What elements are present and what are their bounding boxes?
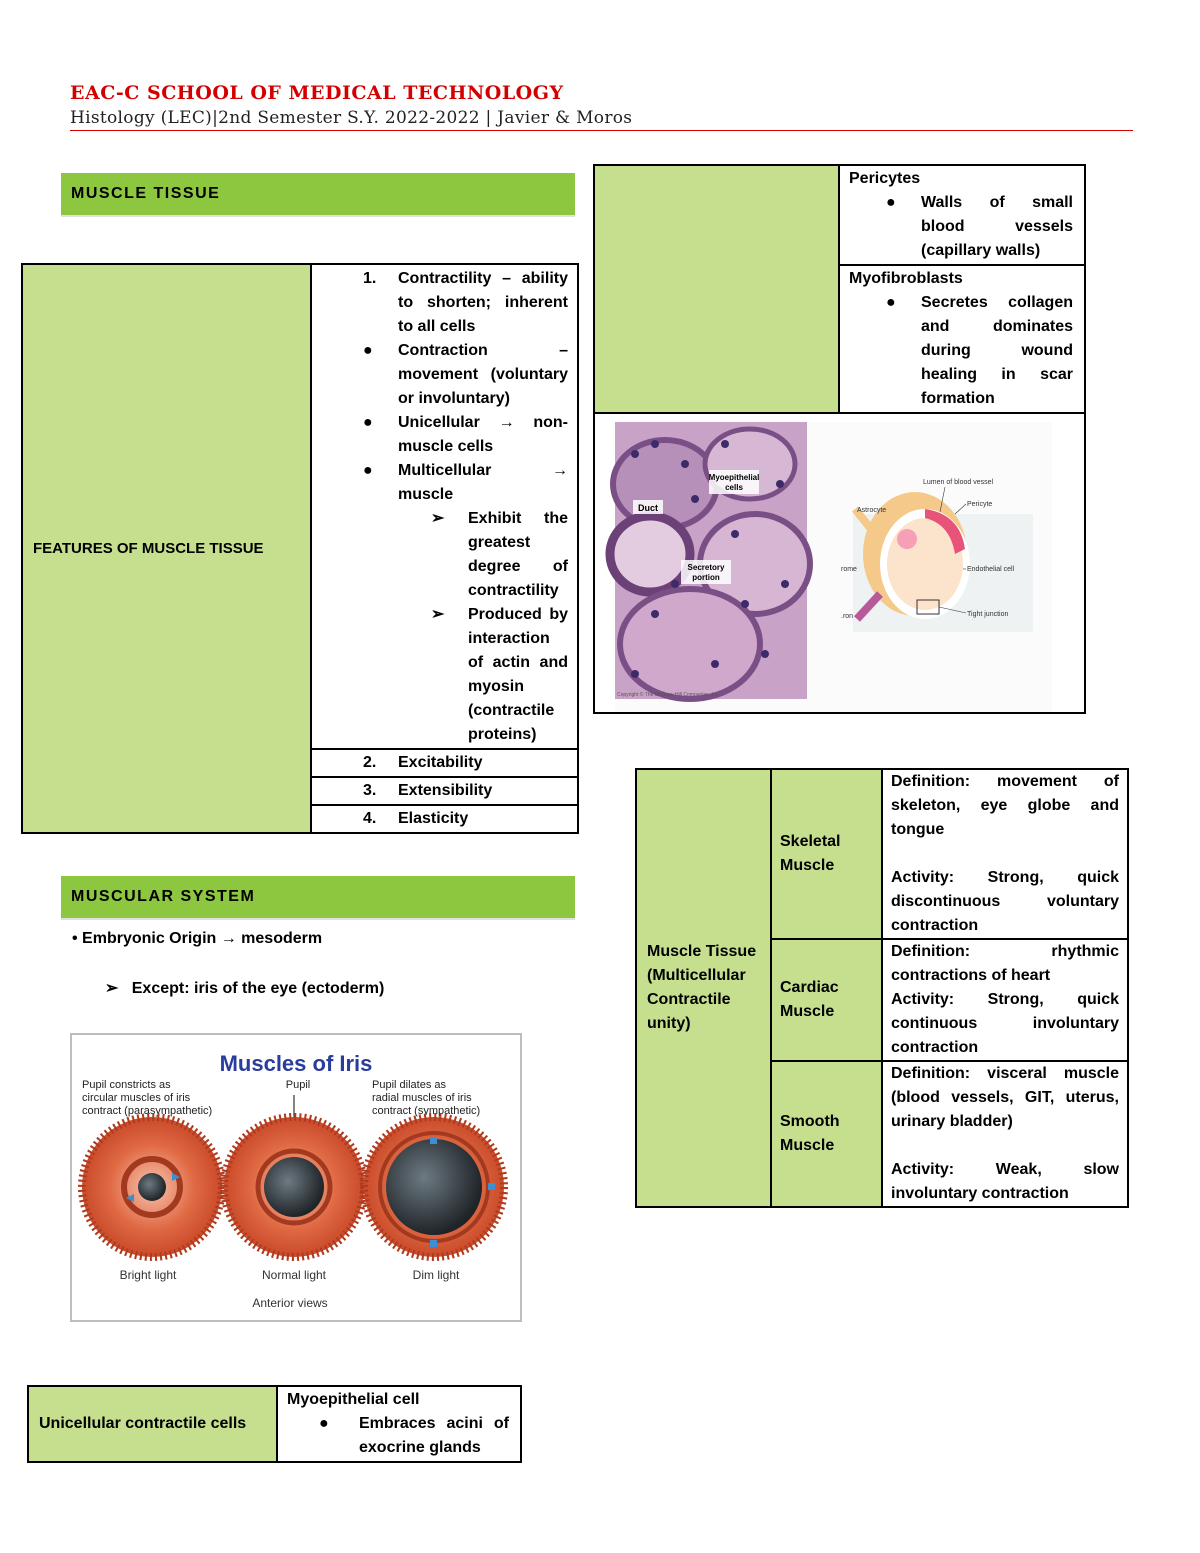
- myoepithelial-bullet: ● Embraces acini of exocrine glands: [319, 1415, 509, 1456]
- micrograph-figure: [595, 414, 1084, 712]
- features-label: [22, 264, 311, 833]
- smooth-muscle-label: Smooth Muscle: [771, 1061, 882, 1207]
- feature-sub-bullet: ➢ Produced by interaction of actin and myosin (contractile proteins): [313, 603, 576, 747]
- arrow-bullet-icon: ➢: [431, 606, 445, 623]
- pericytes-bullet: ● Walls of small blood vessels (capillary walls): [886, 194, 1073, 259]
- skeletal-activity: Activity: Strong, quick discontinuous voluntary contraction: [891, 869, 1119, 934]
- myofibroblasts-bullet: ● Secretes collagen and dominates during wound healing in scar formation: [886, 294, 1073, 407]
- cardiac-activity: Activity: Strong, quick continuous involuntary contraction: [891, 991, 1119, 1056]
- svg-text:Pupil constricts ascircular mu: [82, 1079, 212, 1117]
- smooth-muscle-details: [882, 1061, 1128, 1207]
- svg-text:Myoepithelial: Myoepithelial: [708, 473, 760, 482]
- svg-text:portion: portion: [692, 573, 720, 582]
- iris-normal-light: [224, 1117, 364, 1257]
- svg-text:cells: cells: [725, 483, 743, 492]
- feature-bullet: ● Contraction – movement (voluntary or involuntary): [363, 342, 568, 407]
- iris-label-left-1: Pupil constricts as: [82, 1079, 171, 1091]
- smooth-definition: Definition: visceral muscle (blood vessels, GIT, uterus, urinary bladder): [891, 1065, 1119, 1130]
- skeletal-definition: Definition: movement of skeleton, eye globe and tongue: [891, 773, 1119, 838]
- svg-text:rome: rome: [841, 566, 857, 573]
- myofibroblasts-cell: [839, 265, 1085, 413]
- iris-caption-normal: Normal light: [261, 1268, 327, 1282]
- course-subtitle: Histology (LEC)|2nd Semester S.Y. 2022-2022 | Javier & Moros: [70, 108, 633, 128]
- iris-label-mid: Pupil: [285, 1079, 311, 1091]
- svg-text:Copyright © The McGraw-Hill Co: Copyright © The McGraw-Hill Companies, Inc.: [617, 692, 720, 698]
- skeletal-muscle-details: [882, 769, 1128, 939]
- myofibroblasts-title: Myofibroblasts: [849, 270, 963, 287]
- pericytes-title: Pericytes: [849, 170, 921, 187]
- micrograph-cell: [594, 413, 1085, 713]
- pericytes-cell: [839, 165, 1085, 265]
- iris-figure-footer: Anterior views: [252, 1296, 328, 1310]
- contractile-cells-table: [593, 164, 1086, 714]
- muscular-system-heading: [61, 876, 575, 920]
- iris-figure-title: Muscles of Iris: [219, 1051, 373, 1076]
- muscle-tissue-heading-text: MUSCLE TISSUE: [71, 185, 221, 202]
- svg-text:Lumen of blood vessel: Lumen of blood vessel: [923, 479, 994, 486]
- iris-figure: [70, 1033, 522, 1322]
- iris-exception: ➢ Except: iris of the eye (ectoderm): [105, 980, 385, 997]
- svg-text:.ron: .ron: [841, 613, 854, 620]
- feature-item-2: 2. Excitability: [311, 749, 578, 777]
- feature-bullet: ● Multicellular → muscle: [363, 462, 568, 503]
- svg-text:Secretory: Secretory: [687, 563, 725, 572]
- iris-caption-dim: Dim light: [412, 1268, 460, 1282]
- svg-text:Astrocyte: Astrocyte: [857, 507, 887, 514]
- embryonic-origin: • Embryonic Origin → mesoderm: [72, 930, 323, 947]
- muscle-types-table: [635, 768, 1129, 1208]
- feature-item-3: 3. Extensibility: [311, 777, 578, 805]
- feature-item-4: 4. Elasticity: [311, 805, 578, 833]
- iris-label-left-2: circular muscles of iris: [82, 1092, 191, 1104]
- iris-label-left-3: contract (parasympathetic): [82, 1105, 213, 1117]
- cardiac-muscle-label: Cardiac Muscle: [771, 939, 882, 1061]
- features-list-cell: [311, 264, 578, 749]
- iris-caption-bright: Bright light: [119, 1268, 177, 1282]
- unicellular-label: Unicellular contractile cells: [28, 1386, 277, 1462]
- feature-bullet: ● Unicellular → non-muscle cells: [363, 414, 568, 455]
- feature-item-1: 1. Contractility – ability to shorten; inherent to all cells: [363, 270, 568, 335]
- myoepithelial-cell: [277, 1386, 521, 1462]
- school-name: EAC-C SCHOOL OF MEDICAL TECHNOLOGY: [70, 82, 564, 104]
- svg-text:Endothelial cell: Endothelial cell: [967, 566, 1015, 573]
- cardiac-definition: Definition: rhythmic contractions of heart: [891, 943, 1119, 984]
- skeletal-muscle-label: Skeletal Muscle: [771, 769, 882, 939]
- arrow-bullet-icon: ➢: [431, 510, 445, 527]
- svg-text:Duct: Duct: [638, 503, 658, 513]
- svg-text:Pericyte: Pericyte: [967, 501, 993, 508]
- features-table: [21, 263, 579, 834]
- unicellular-table: [27, 1385, 522, 1463]
- cardiac-muscle-details: [882, 939, 1128, 1061]
- smooth-activity: Activity: Weak, slow involuntary contraction: [891, 1161, 1119, 1202]
- iris-dim-light: [364, 1117, 504, 1257]
- contractile-cells-empty: [594, 165, 839, 413]
- muscle-tissue-heading: [61, 173, 575, 217]
- histology-micrograph: [610, 422, 810, 699]
- myoepithelial-title: Myoepithelial cell: [287, 1391, 420, 1408]
- muscular-system-heading-text: MUSCULAR SYSTEM: [71, 888, 256, 905]
- svg-text:Tight junction: Tight junction: [967, 611, 1009, 618]
- features-label-text: FEATURES OF MUSCLE TISSUE: [33, 539, 264, 557]
- muscle-tissue-group-label: Muscle Tissue (Multicellular Contractile unity): [636, 769, 771, 1207]
- svg-text:Pupil dilates asradial muscles: Pupil dilates as radial muscles of iris contract (sympathetic): [372, 1079, 481, 1117]
- header-divider: [70, 130, 1133, 131]
- iris-bright-light: [82, 1117, 222, 1257]
- arrow-bullet-icon: ➢: [105, 980, 119, 997]
- feature-sub-bullet: ➢ Exhibit the greatest degree of contractility: [313, 507, 576, 603]
